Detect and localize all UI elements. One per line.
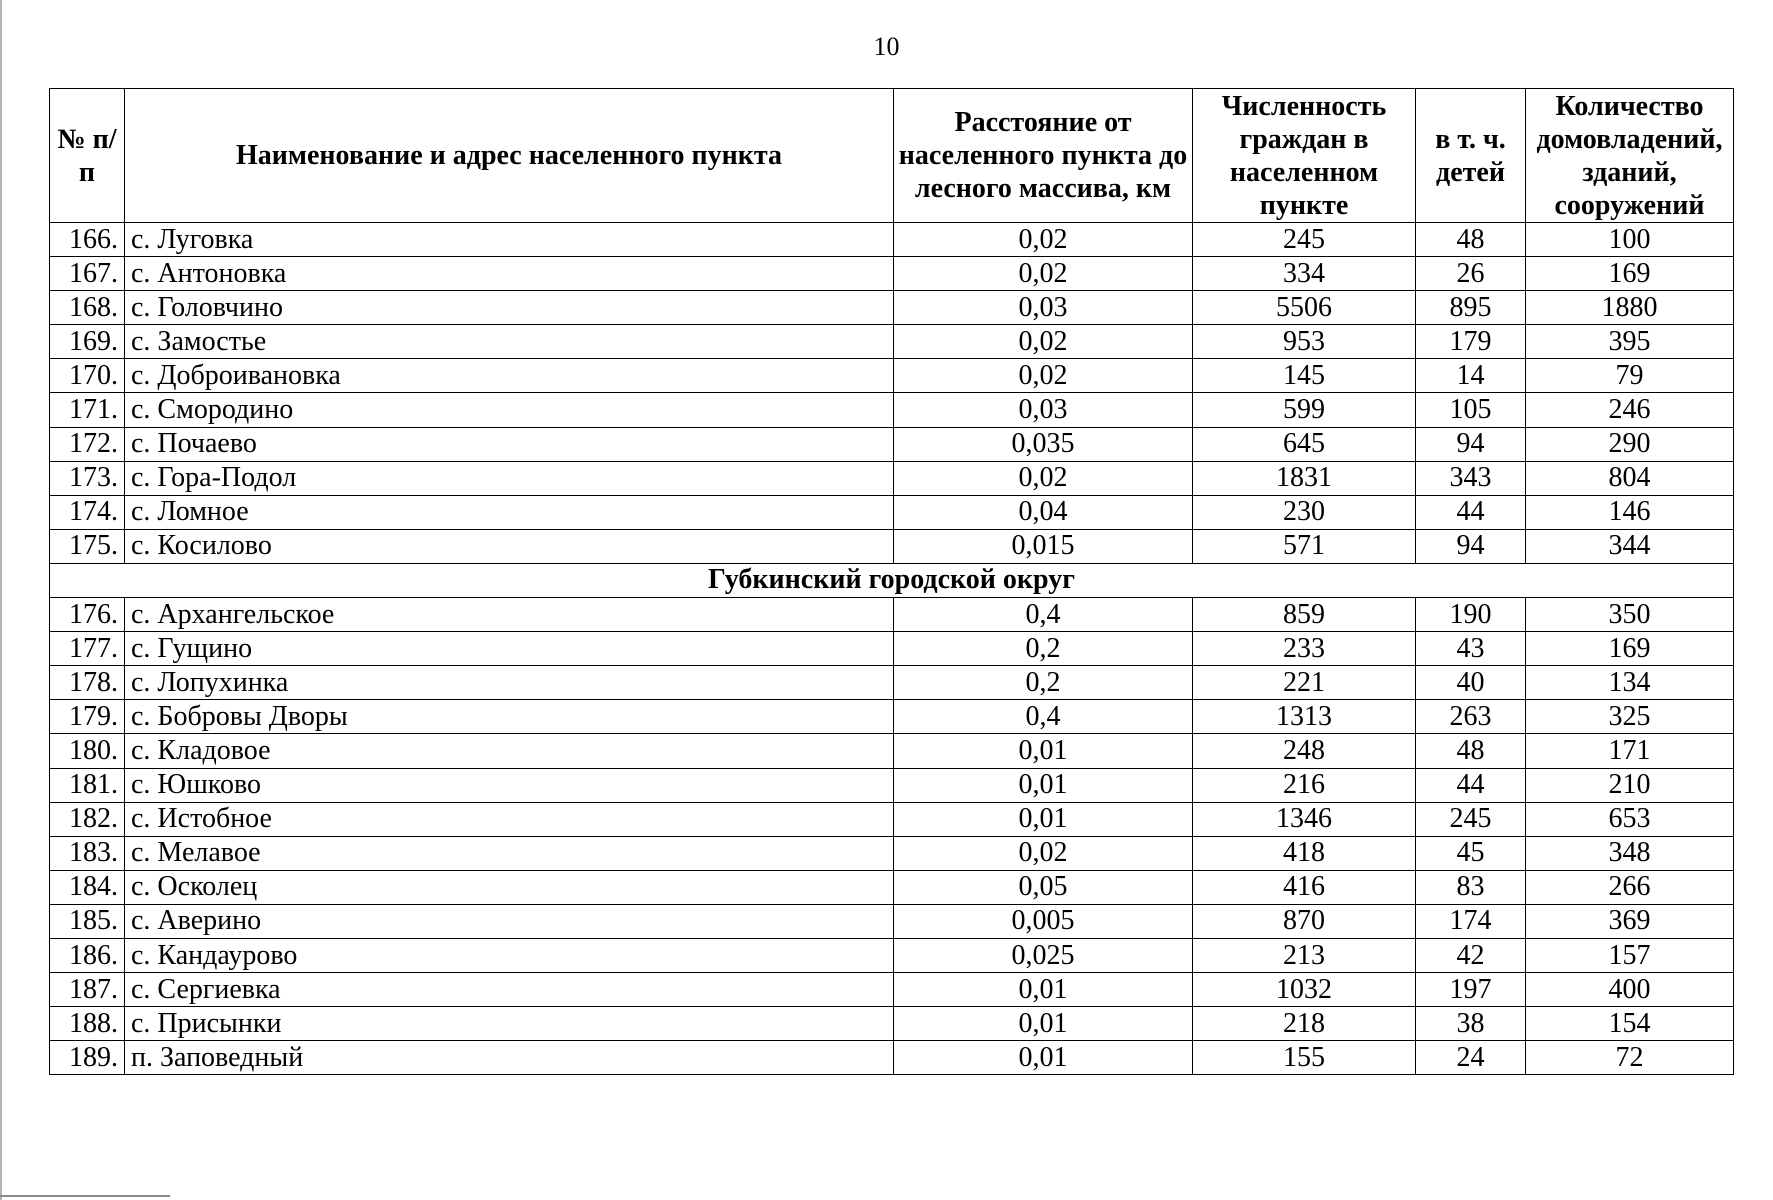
- settlement-name: с. Луговка: [125, 223, 894, 257]
- children-value: 94: [1416, 529, 1526, 563]
- buildings-value: 171: [1526, 734, 1734, 768]
- row-number: 185.: [50, 904, 125, 938]
- settlement-name: с. Присынки: [125, 1007, 894, 1041]
- table-row: [50, 870, 1734, 904]
- table-row: [50, 461, 1734, 495]
- page-number: 10: [873, 32, 900, 61]
- row-number: 175.: [50, 529, 125, 563]
- header-num: № п/п: [50, 89, 125, 223]
- distance-value: 0,2: [894, 666, 1193, 700]
- section-row: [50, 563, 1734, 597]
- settlement-name: п. Заповедный: [125, 1041, 894, 1075]
- buildings-value: 348: [1526, 836, 1734, 870]
- children-value: 45: [1416, 836, 1526, 870]
- table-row: [50, 836, 1734, 870]
- row-number: 178.: [50, 666, 125, 700]
- settlement-name: с. Ломное: [125, 495, 894, 529]
- children-value: 179: [1416, 325, 1526, 359]
- table-row: [50, 938, 1734, 972]
- table-row: [50, 325, 1734, 359]
- table-row: [50, 700, 1734, 734]
- row-number: 187.: [50, 973, 125, 1007]
- row-number: 173.: [50, 461, 125, 495]
- row-number: 166.: [50, 223, 125, 257]
- population-value: 213: [1193, 938, 1416, 972]
- settlement-name: с. Сергиевка: [125, 973, 894, 1007]
- population-value: 599: [1193, 393, 1416, 427]
- population-value: 248: [1193, 734, 1416, 768]
- row-number: 180.: [50, 734, 125, 768]
- population-value: 1831: [1193, 461, 1416, 495]
- row-number: 182.: [50, 802, 125, 836]
- distance-value: 0,01: [894, 768, 1193, 802]
- table-row: [50, 427, 1734, 461]
- settlement-name: с. Замостье: [125, 325, 894, 359]
- distance-value: 0,03: [894, 393, 1193, 427]
- settlement-name: с. Гора-Подол: [125, 461, 894, 495]
- settlement-name: с. Почаево: [125, 427, 894, 461]
- table-row: [50, 529, 1734, 563]
- table-row: [50, 598, 1734, 632]
- table-row: [50, 393, 1734, 427]
- children-value: 190: [1416, 598, 1526, 632]
- population-value: 145: [1193, 359, 1416, 393]
- table-row: [50, 734, 1734, 768]
- population-value: 218: [1193, 1007, 1416, 1041]
- table-header: [50, 89, 1734, 223]
- distance-value: 0,02: [894, 836, 1193, 870]
- children-value: 197: [1416, 973, 1526, 1007]
- population-value: 245: [1193, 223, 1416, 257]
- buildings-value: 100: [1526, 223, 1734, 257]
- table-row: [50, 802, 1734, 836]
- population-value: 216: [1193, 768, 1416, 802]
- settlement-name: с. Архангельское: [125, 598, 894, 632]
- children-value: 48: [1416, 734, 1526, 768]
- settlement-name: с. Доброивановка: [125, 359, 894, 393]
- distance-value: 0,05: [894, 870, 1193, 904]
- row-number: 169.: [50, 325, 125, 359]
- table-row: [50, 632, 1734, 666]
- row-number: 189.: [50, 1041, 125, 1075]
- table-row: [50, 1007, 1734, 1041]
- distance-value: 0,01: [894, 1041, 1193, 1075]
- population-value: 5506: [1193, 291, 1416, 325]
- buildings-value: 72: [1526, 1041, 1734, 1075]
- children-value: 44: [1416, 495, 1526, 529]
- settlement-name: с. Лопухинка: [125, 666, 894, 700]
- children-value: 83: [1416, 870, 1526, 904]
- children-value: 895: [1416, 291, 1526, 325]
- children-value: 38: [1416, 1007, 1526, 1041]
- buildings-value: 146: [1526, 495, 1734, 529]
- row-number: 176.: [50, 598, 125, 632]
- buildings-value: 369: [1526, 904, 1734, 938]
- table-row: [50, 359, 1734, 393]
- table-row: [50, 223, 1734, 257]
- settlement-name: с. Антоновка: [125, 257, 894, 291]
- population-value: 334: [1193, 257, 1416, 291]
- settlement-name: с. Юшково: [125, 768, 894, 802]
- children-value: 44: [1416, 768, 1526, 802]
- table-body: [50, 223, 1734, 1075]
- settlement-name: с. Аверино: [125, 904, 894, 938]
- population-value: 859: [1193, 598, 1416, 632]
- population-value: 1032: [1193, 973, 1416, 1007]
- buildings-value: 246: [1526, 393, 1734, 427]
- distance-value: 0,025: [894, 938, 1193, 972]
- distance-value: 0,01: [894, 802, 1193, 836]
- buildings-value: 350: [1526, 598, 1734, 632]
- settlement-name: с. Кандаурово: [125, 938, 894, 972]
- population-value: 571: [1193, 529, 1416, 563]
- header-row: [50, 89, 1734, 223]
- table-row: [50, 257, 1734, 291]
- header-children: в т. ч. детей: [1416, 89, 1526, 223]
- settlement-name: с. Истобное: [125, 802, 894, 836]
- buildings-value: 157: [1526, 938, 1734, 972]
- children-value: 94: [1416, 427, 1526, 461]
- children-value: 24: [1416, 1041, 1526, 1075]
- distance-value: 0,02: [894, 257, 1193, 291]
- table-row: [50, 904, 1734, 938]
- children-value: 105: [1416, 393, 1526, 427]
- population-value: 953: [1193, 325, 1416, 359]
- buildings-value: 395: [1526, 325, 1734, 359]
- settlement-name: с. Кладовое: [125, 734, 894, 768]
- children-value: 263: [1416, 700, 1526, 734]
- buildings-value: 134: [1526, 666, 1734, 700]
- row-number: 171.: [50, 393, 125, 427]
- buildings-value: 266: [1526, 870, 1734, 904]
- row-number: 167.: [50, 257, 125, 291]
- population-value: 870: [1193, 904, 1416, 938]
- section-title: Губкинский городской округ: [50, 563, 1734, 597]
- settlement-name: с. Мелавое: [125, 836, 894, 870]
- buildings-value: 210: [1526, 768, 1734, 802]
- children-value: 42: [1416, 938, 1526, 972]
- population-value: 221: [1193, 666, 1416, 700]
- distance-value: 0,02: [894, 223, 1193, 257]
- header-buildings: Количество домовладений, зданий, сооружений: [1526, 89, 1734, 223]
- row-number: 177.: [50, 632, 125, 666]
- children-value: 14: [1416, 359, 1526, 393]
- scan-left-edge: [0, 0, 2, 1200]
- buildings-value: 169: [1526, 632, 1734, 666]
- row-number: 170.: [50, 359, 125, 393]
- row-number: 188.: [50, 1007, 125, 1041]
- row-number: 172.: [50, 427, 125, 461]
- table-row: [50, 666, 1734, 700]
- header-distance: Расстояние от населенного пункта до лесного массива, км: [894, 89, 1193, 223]
- table-row: [50, 973, 1734, 1007]
- population-value: 418: [1193, 836, 1416, 870]
- row-number: 181.: [50, 768, 125, 802]
- children-value: 174: [1416, 904, 1526, 938]
- buildings-value: 79: [1526, 359, 1734, 393]
- distance-value: 0,005: [894, 904, 1193, 938]
- population-value: 1313: [1193, 700, 1416, 734]
- buildings-value: 154: [1526, 1007, 1734, 1041]
- buildings-value: 290: [1526, 427, 1734, 461]
- table-row: [50, 1041, 1734, 1075]
- row-number: 186.: [50, 938, 125, 972]
- children-value: 43: [1416, 632, 1526, 666]
- distance-value: 0,015: [894, 529, 1193, 563]
- population-value: 233: [1193, 632, 1416, 666]
- settlements-table: [49, 88, 1734, 1075]
- distance-value: 0,4: [894, 700, 1193, 734]
- settlement-name: с. Головчино: [125, 291, 894, 325]
- population-value: 230: [1193, 495, 1416, 529]
- table-row: [50, 291, 1734, 325]
- distance-value: 0,04: [894, 495, 1193, 529]
- scan-bottom-mark: [0, 1195, 170, 1197]
- distance-value: 0,01: [894, 734, 1193, 768]
- children-value: 245: [1416, 802, 1526, 836]
- settlement-name: с. Гущино: [125, 632, 894, 666]
- distance-value: 0,02: [894, 359, 1193, 393]
- buildings-value: 400: [1526, 973, 1734, 1007]
- settlement-name: с. Бобровы Дворы: [125, 700, 894, 734]
- population-value: 645: [1193, 427, 1416, 461]
- header-name: Наименование и адрес населенного пункта: [125, 89, 894, 223]
- buildings-value: 1880: [1526, 291, 1734, 325]
- distance-value: 0,035: [894, 427, 1193, 461]
- header-population: Численность граждан в населенном пункте: [1193, 89, 1416, 223]
- row-number: 179.: [50, 700, 125, 734]
- table-row: [50, 768, 1734, 802]
- children-value: 40: [1416, 666, 1526, 700]
- buildings-value: 653: [1526, 802, 1734, 836]
- distance-value: 0,02: [894, 461, 1193, 495]
- distance-value: 0,2: [894, 632, 1193, 666]
- buildings-value: 804: [1526, 461, 1734, 495]
- row-number: 184.: [50, 870, 125, 904]
- population-value: 1346: [1193, 802, 1416, 836]
- buildings-value: 169: [1526, 257, 1734, 291]
- distance-value: 0,03: [894, 291, 1193, 325]
- settlement-name: с. Смородино: [125, 393, 894, 427]
- distance-value: 0,01: [894, 973, 1193, 1007]
- row-number: 174.: [50, 495, 125, 529]
- children-value: 343: [1416, 461, 1526, 495]
- population-value: 416: [1193, 870, 1416, 904]
- distance-value: 0,01: [894, 1007, 1193, 1041]
- buildings-value: 325: [1526, 700, 1734, 734]
- distance-value: 0,02: [894, 325, 1193, 359]
- children-value: 48: [1416, 223, 1526, 257]
- distance-value: 0,4: [894, 598, 1193, 632]
- buildings-value: 344: [1526, 529, 1734, 563]
- row-number: 183.: [50, 836, 125, 870]
- row-number: 168.: [50, 291, 125, 325]
- children-value: 26: [1416, 257, 1526, 291]
- population-value: 155: [1193, 1041, 1416, 1075]
- settlement-name: с. Косилово: [125, 529, 894, 563]
- table-row: [50, 495, 1734, 529]
- settlement-name: с. Осколец: [125, 870, 894, 904]
